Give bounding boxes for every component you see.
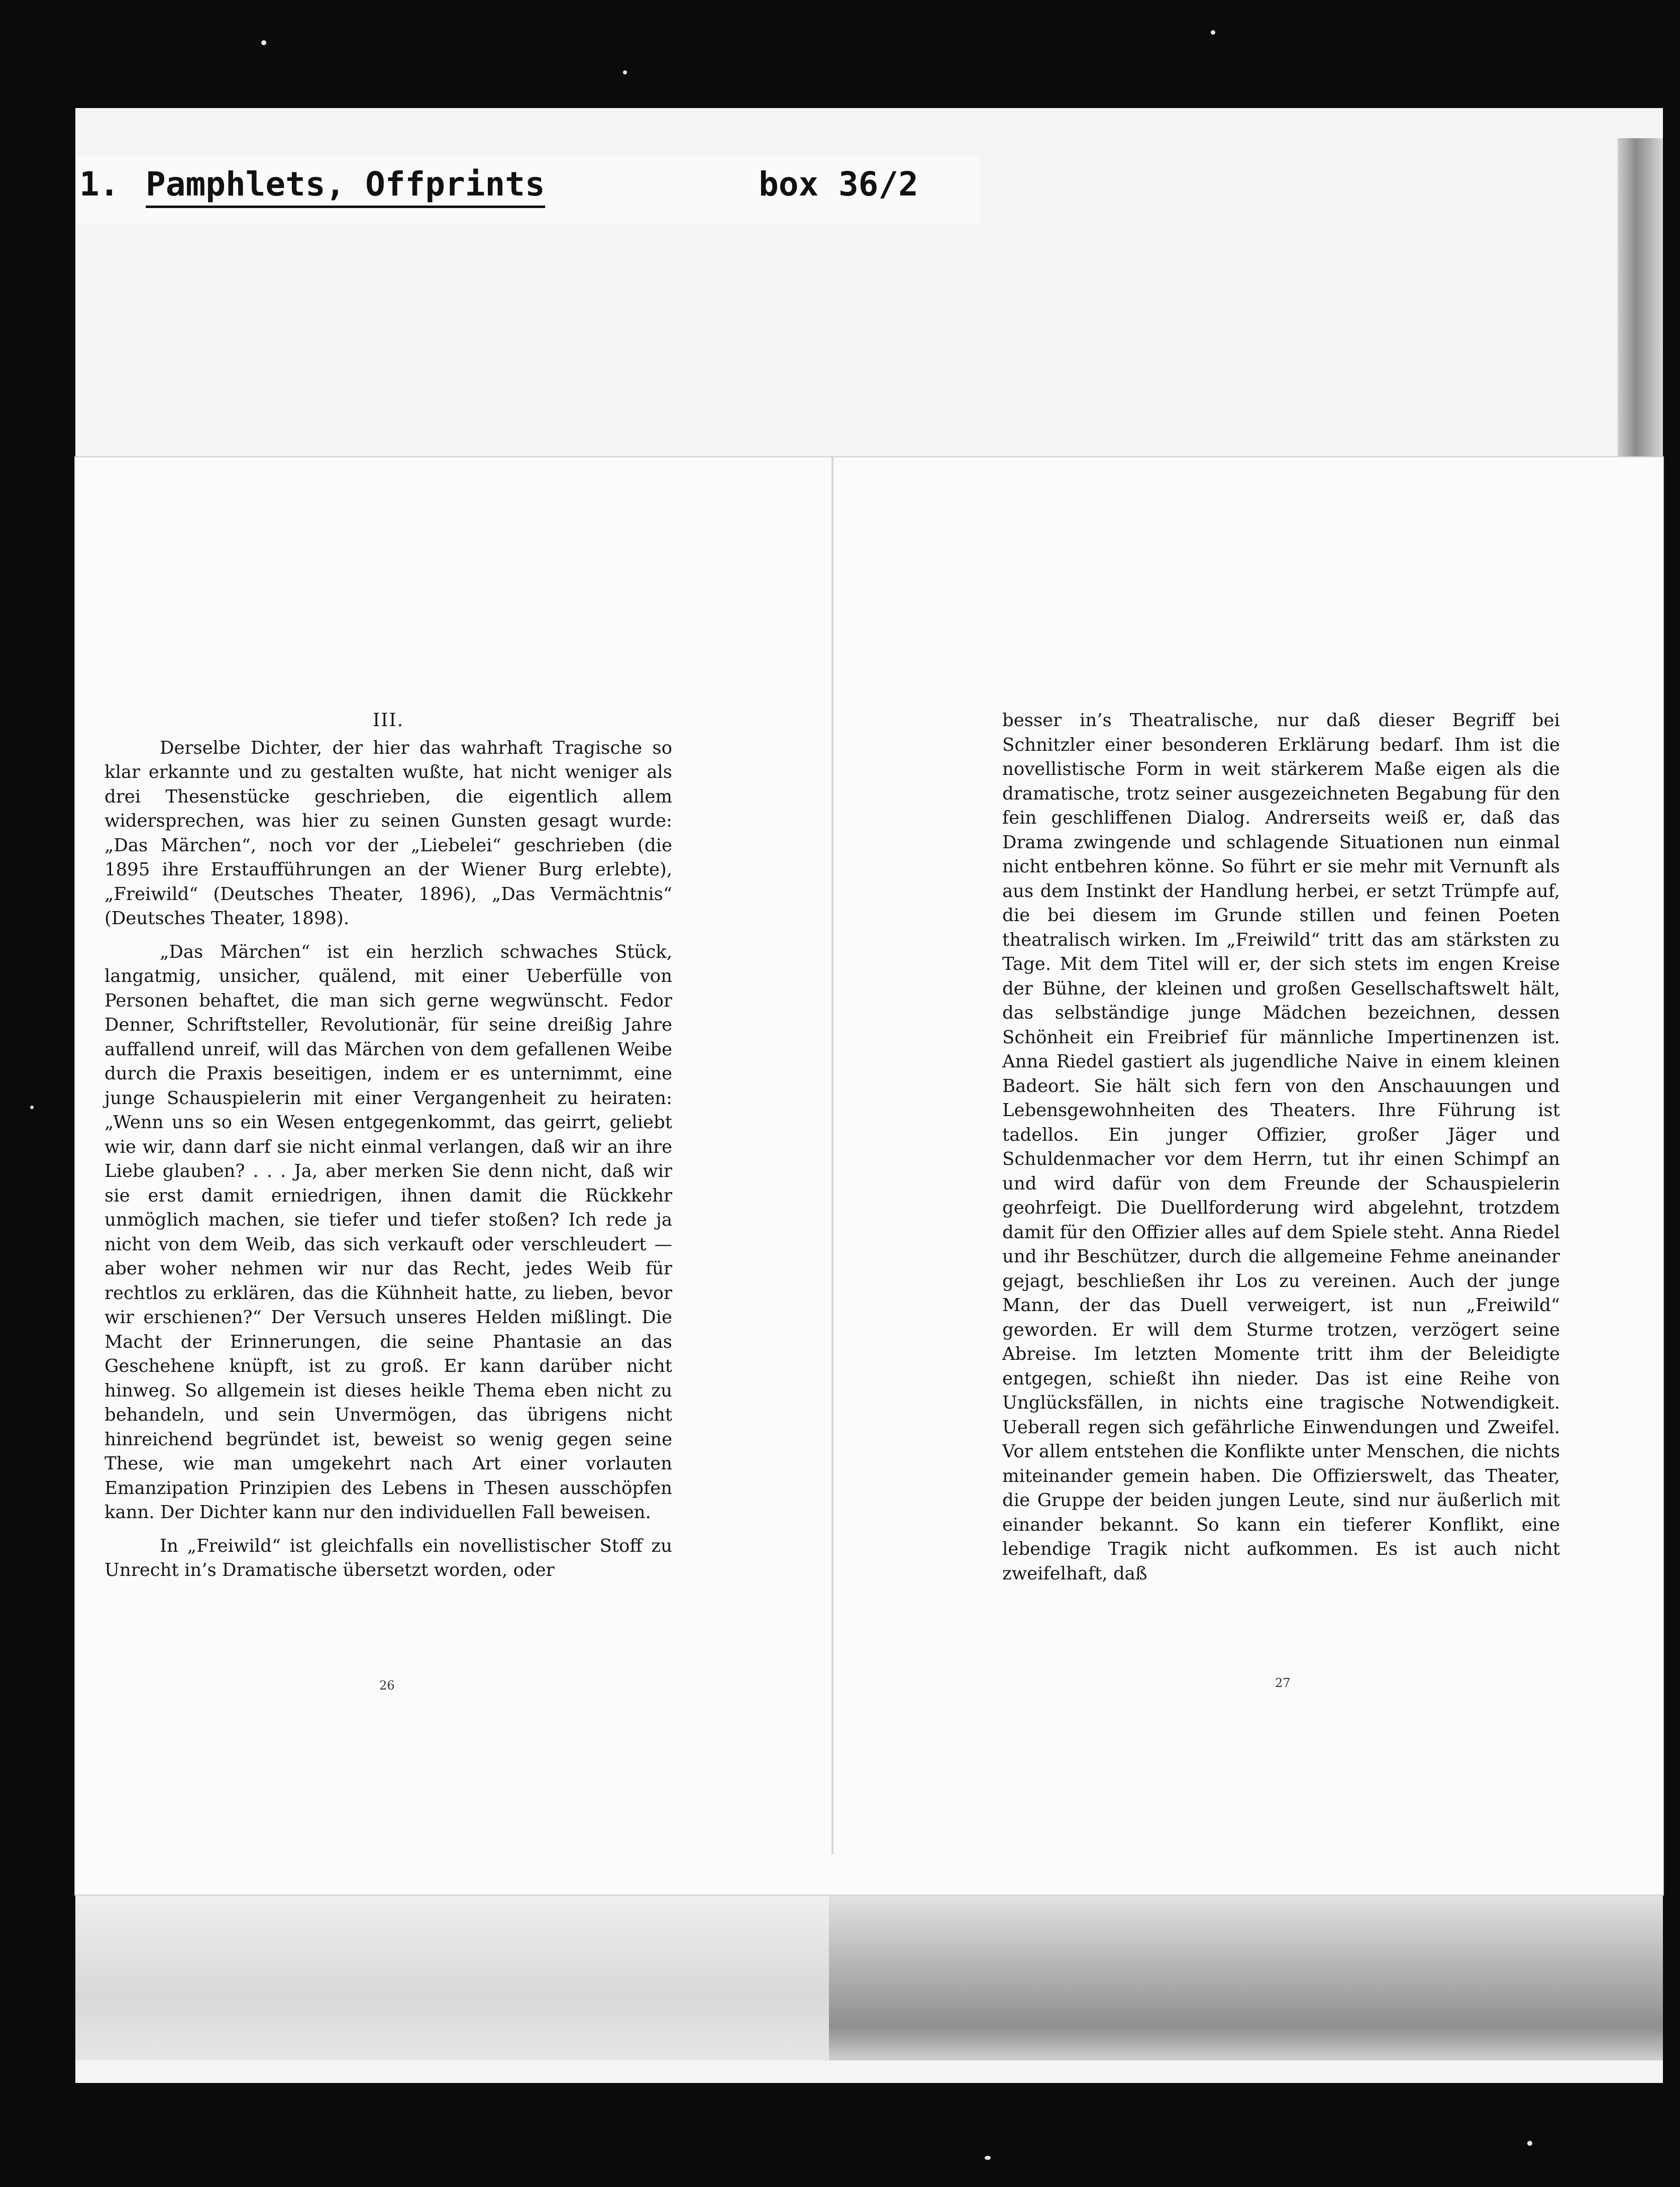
paragraph: „Das Märchen“ ist ein herzlich schwaches Stück, langatmig, unsicher, quälend, mit einer Ueberfülle von Personen behaftet, die man sich gerne wegwünscht. Fedor Denner, Schriftsteller, Revolutionär, für seine dreißig Jahre auffallend unreif, will das Märchen von dem gefallenen Weibe durch die Praxis beseitigen, indem er es unternimmt, eine junge Schauspielerin mit einer Vergangenheit zu heiraten: „Wenn uns so ein Wesen entgegenkommt, das geirrt, geliebt wie wir, dann darf sie nicht einmal verlangen, daß wir an ihre Liebe glauben? . . . Ja, aber merken Sie denn nicht, daß wir sie erst damit erniedrigen, ihnen damit die Rückkehr unmöglich machen, sie tiefer und tiefer stoßen? Ich rede ja nicht von dem Weib, das sich verkauft oder verschleudert — aber woher nehmen wir nur das Recht, jedes Weib für rechtlos zu erklären, das die Kühnheit hatte, zu lieben, bevor wir erschienen?“ Der Versuch unseres Helden mißlingt. Die Macht der Erinnerungen, die seine Phantasie an das Geschehene knüpft, ist zu groß. Er kann darüber nicht hinweg. So allgemein ist dieses heikle Thema eben nicht zu behandeln, und sein Unvermögen, das übrigens nicht hinreichend begründet ist, beweist so wenig gegen seine These, wie man umgekehrt nach Art einer vorlauten Emanzipation Prinzipien des Lebens in Thesen ausschöpfen kann. Der Dichter kann nur den individuellen Fall beweisen. — [104, 941, 672, 1523]
lower-sheet-band — [75, 1895, 1663, 2060]
dust-speck — [623, 70, 627, 74]
section-heading: III. — [372, 710, 404, 731]
right-page-number: 27 — [1275, 1676, 1291, 1690]
archive-label — [75, 156, 980, 224]
dust-speck — [1211, 30, 1215, 35]
left-page-number: 26 — [379, 1678, 395, 1693]
paragraph: besser in’s Theatralische, nur daß dieser Begriff bei Schnitzler einer besonderen Erklärung bedarf. Ihm ist die novellistische Form in weit stärkerem Maße eigen als die dramatische, trotz seiner ausgezeichneten Begabung für den fein geschliffenen Dialog. Andrerseits weiß er, daß das Drama zwingende und schlagende Situationen nun einmal nicht entbehren könne. So führt er sie mehr mit Vernunft als aus dem Instinkt der Handlung herbei, er setzt Trümpfe auf, die bei diesem im Grunde stillen und feinen Poeten theatralisch wirken. Im „Freiwild“ tritt das am stärksten zu Tage. Mit dem Titel will er, der sich stets im engen Kreise der Bühne, der kleinen und großen Gesellschaftswelt hält, das selbständige junge Mädchen bezeichnen, dessen Schönheit ein Freibrief für männliche Impertinenzen ist. Anna Riedel gastiert als jugendliche Naive in einem kleinen Badeort. Sie hält sich fern von den Anschauungen und Lebensgewohnheiten des Theaters. Ihre Führung ist tadellos. Ein junger Offizier, großer Jäger und Schuldenmacher vor dem Herrn, tut ihr einen Schimpf an und wird dafür von dem Freunde der Schauspielerin geohrfeigt. Die Duellforderung wird abgelehnt, trotzdem damit für den Offizier alles auf dem Spiele steht. Anna Riedel und ihr Beschützer, durch die allgemeine Fehme aneinander gejagt, beschließen ihr Los zu vereinen. Auch der junge Mann, der das Duell verweigert, ist nun „Freiwild“ geworden. Er will dem Sturme trotzen, verzögert seine Abreise. Im letzten Momente tritt ihm der Beleidigte entgegen, schießt ihn nieder. Das ist eine Reihe von Unglücksfällen, in nichts eine tragische Notwendigkeit. Ueberall regen sich gefährliche Einwendungen und Zweifel. Vor allem entstehen die Konflikte unter Menschen, die nichts miteinander gemein haben. Die Offizierswelt, das Theater, die Gruppe der beiden jungen Leute, sind nur äußerlich mit einander bekannt. So kann ein tieferer Konflikt, eine lebendige Tragik nicht aufkommen. Es ist auch nicht zweifelhaft, daß — [1002, 710, 1560, 1584]
paragraph: In „Freiwild“ ist gleichfalls ein novellistischer Stoff zu Unrecht in’s Dramatische übersetzt worden, oder — [104, 1535, 672, 1580]
left-page-text — [104, 709, 672, 1583]
dust-speck — [985, 2156, 991, 2160]
dust-speck — [1527, 2141, 1532, 2146]
label-number: 1. — [79, 165, 120, 204]
label-title: Pamphlets, Offprints — [146, 165, 545, 208]
dust-speck — [30, 1106, 34, 1109]
dust-speck — [261, 40, 266, 45]
paragraph: Derselbe Dichter, der hier das wahrhaft Tragische so klar erkannte und zu gestalten wußte, hat nicht weniger als drei Thesenstücke geschrieben, die eigentlich allem widersprechen, was hier zu seinen Gunsten gesagt wurde: „Das Märchen“, noch vor der „Liebelei“ geschrieben (die 1895 ihre Erstaufführungen an der Wiener Burg erlebte), „Freiwild“ (Deutsches Theater, 1896), „Das Vermächtnis“ (Deutsches Theater, 1898). — [104, 737, 672, 929]
label-box-number: box 36/2 — [759, 165, 918, 204]
right-page-text — [1002, 709, 1560, 1586]
book-spine — [831, 457, 833, 1854]
lower-sheet-light-area — [75, 1895, 829, 2060]
